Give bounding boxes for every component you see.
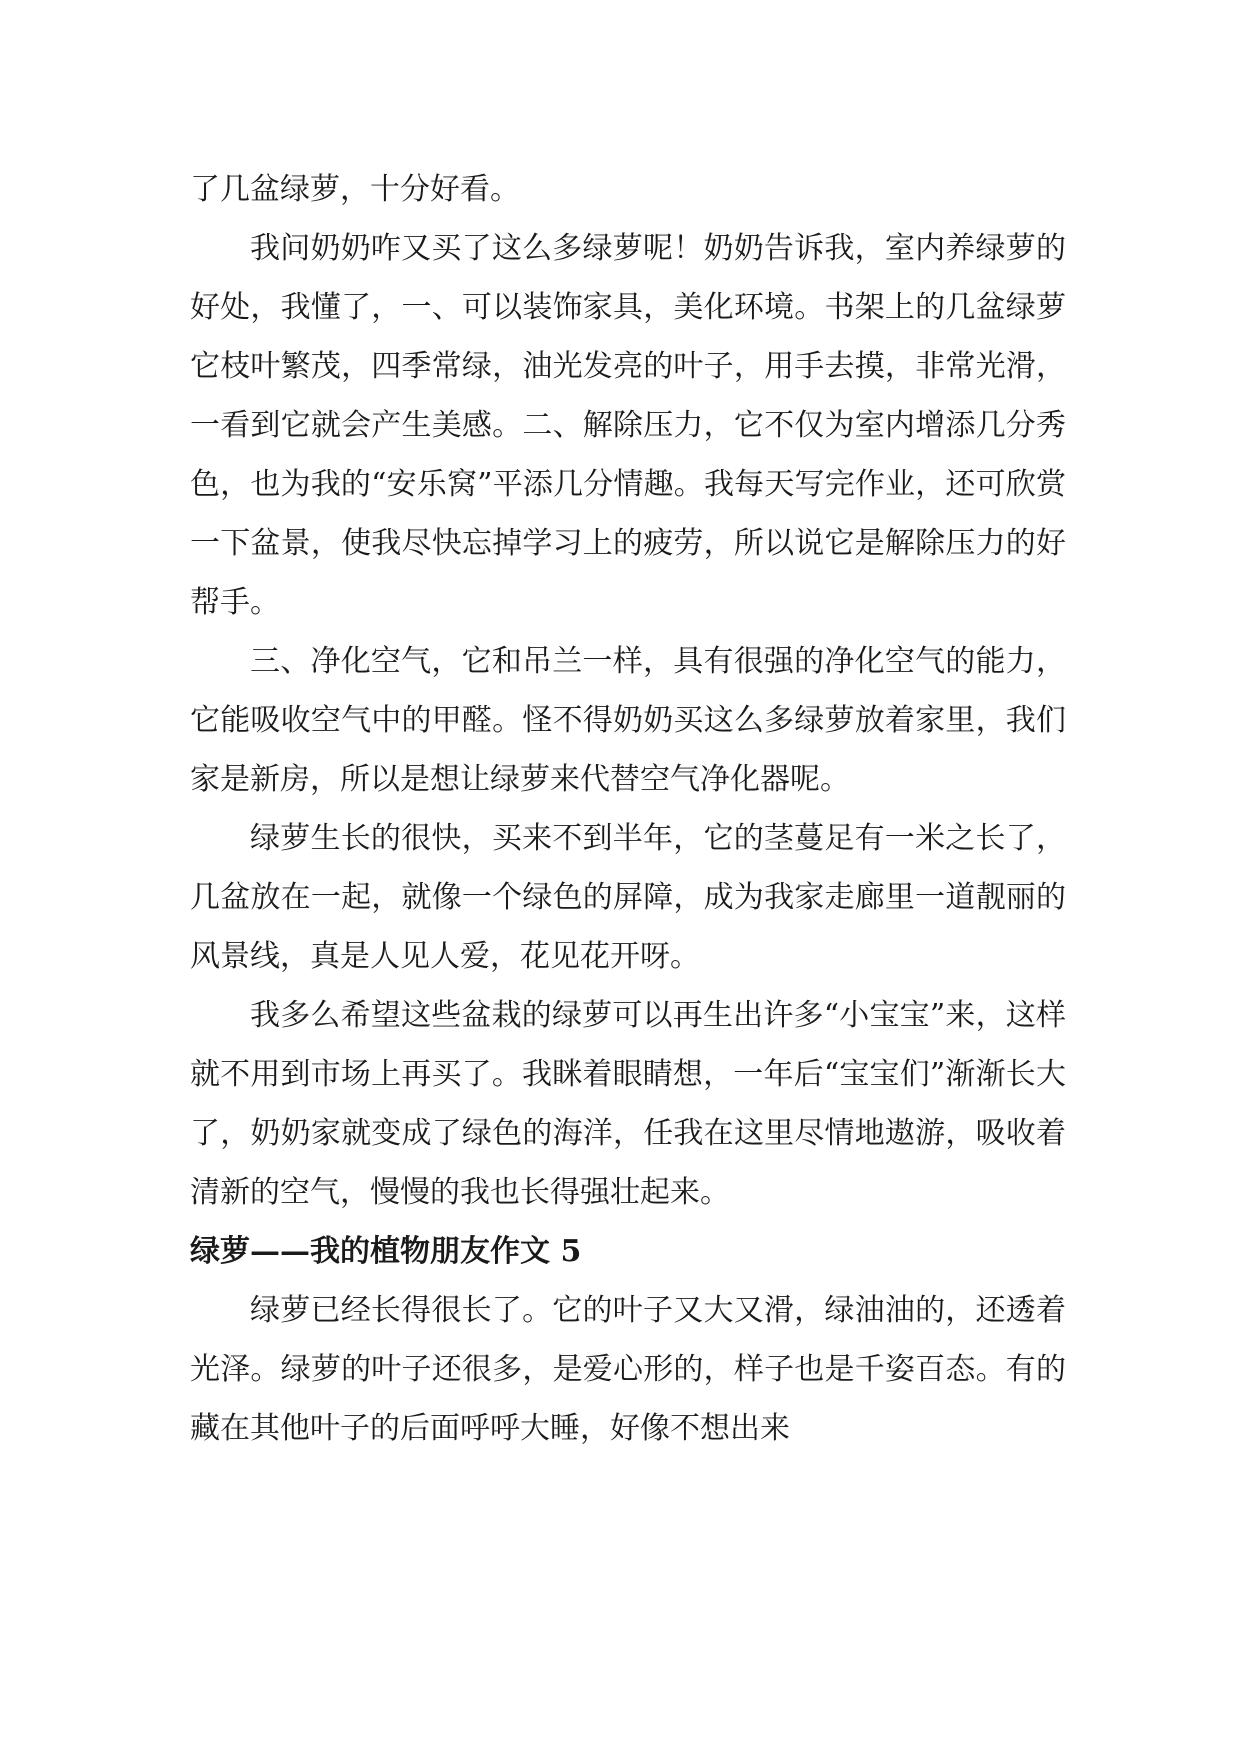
paragraph: 我问奶奶咋又买了这么多绿萝呢！奶奶告诉我，室内养绿萝的好处，我懂了，一、可以装饰家具，美化环境。书架上的几盆绿萝它枝叶繁茂，四季常绿，油光发亮的叶子，用手去摸，非常光滑，一看到它就会产生美感。二、解除压力，它不仅为室内增添几分秀色，也为我的“安乐窝”平添几分情趣。我每天写完作业，还可欣赏一下盆景，使我尽快忘掉学习上的疲劳，所以说它是解除压力的好帮手。 [190,231,1066,620]
section-heading: 绿萝——我的植物朋友作文 5 [190,1234,582,1269]
document-body [190,160,1066,1458]
paragraph: 我多么希望这些盆栽的绿萝可以再生出许多“小宝宝”来，这样就不用到市场上再买了。我眯着眼睛想，一年后“宝宝们”渐渐长大了，奶奶家就变成了绿色的海洋，任我在这里尽情地遨游，吸收着清新的空气，慢慢的我也长得强壮起来。 [190,998,1066,1210]
paragraph: 绿萝已经长得很长了。它的叶子又大又滑，绿油油的，还透着光泽。绿萝的叶子还很多，是爱心形的，样子也是千姿百态。有的藏在其他叶子的后面呼呼大睡，好像不想出来 [190,1293,1066,1446]
paragraph: 绿萝生长的很快，买来不到半年，它的茎蔓足有一米之长了，几盆放在一起，就像一个绿色的屏障，成为我家走廊里一道靓丽的风景线，真是人见人爱，花见花开呀。 [190,821,1066,974]
paragraph: 了几盆绿萝，十分好看。 [190,172,520,207]
paragraph: 三、净化空气，它和吊兰一样，具有很强的净化空气的能力，它能吸收空气中的甲醛。怪不得奶奶买这么多绿萝放着家里，我们家是新房，所以是想让绿萝来代替空气净化器呢。 [190,644,1066,797]
